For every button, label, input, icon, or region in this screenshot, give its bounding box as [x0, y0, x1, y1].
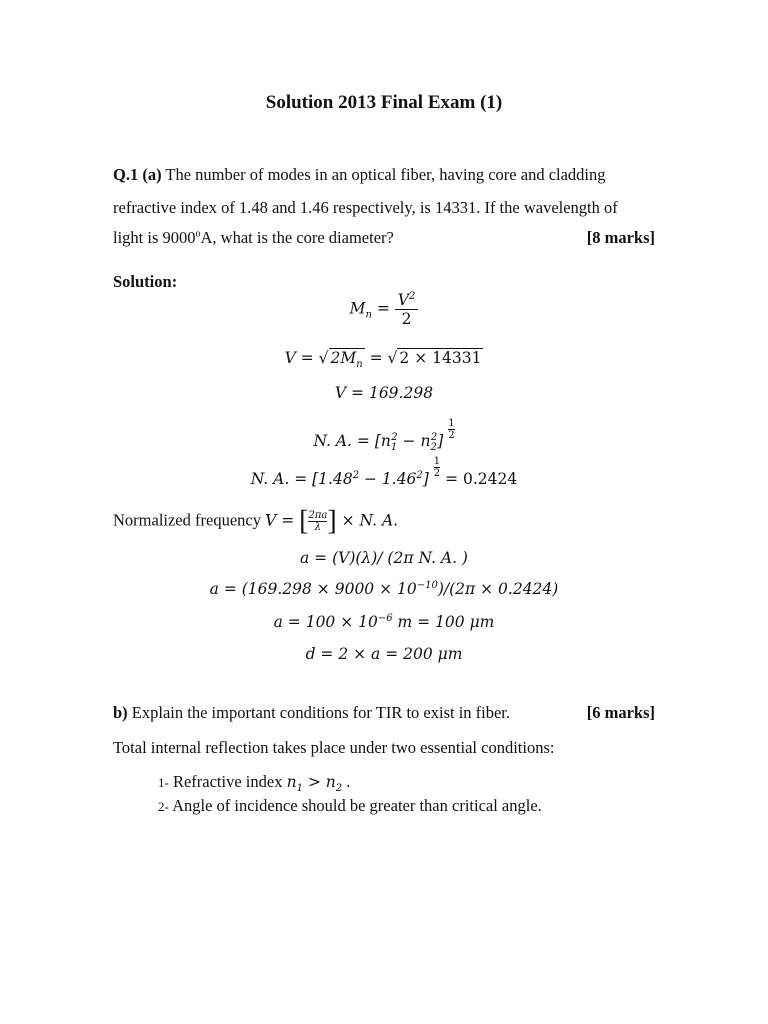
eq-mn-num-sup: 2 — [409, 290, 416, 302]
question-1a-text-1: The number of modes in an optical fiber, having core and cladding — [161, 165, 606, 184]
equation-d-result: d = 2 × a = 200 μm — [305, 645, 463, 663]
question-1a-text-3a: light is 9000 — [113, 228, 196, 247]
question-1b-text: Explain the important conditions for TIR to exist in fiber. — [127, 703, 511, 722]
question-1b-line — [113, 703, 510, 723]
equation-na — [0, 418, 768, 454]
nf-frac-den: λ — [308, 521, 327, 533]
list-item — [158, 796, 542, 816]
eq-mn-numerator: V — [397, 291, 409, 309]
eq-a-res-pre: a = 100 × 10 — [273, 613, 378, 631]
solution-label: Solution: — [113, 272, 178, 291]
question-1a-line-1 — [113, 165, 606, 185]
eq-v-lhs: V = — [284, 349, 319, 367]
eq-na-num-exp-num: 1 — [433, 456, 441, 467]
eq-na-num-exp-den: 2 — [433, 468, 441, 479]
eq-na-sup1: 2 — [391, 431, 398, 443]
condition-1-sub2: 2 — [335, 783, 343, 795]
eq-mn-fraction — [395, 291, 419, 328]
normalized-frequency-line: Normalized frequency V = [ $\frac{2\pi a}{\lambda}$ ] × N. A. — [113, 505, 399, 537]
eq-na-sup2: 2 — [430, 431, 438, 443]
eq-na-num-close: ] — [422, 470, 429, 488]
question-1a-marks: [8 marks] — [586, 228, 655, 247]
nf-frac-num: 2πa — [308, 510, 328, 521]
eq-a-sub-pre: a = (169.298 × 9000 × 10 — [209, 580, 417, 598]
condition-1-op: > n — [302, 773, 336, 791]
degree-superscript: o — [195, 228, 201, 240]
question-1a-line-3 — [113, 228, 394, 248]
nf-tail: × N. A. — [336, 511, 399, 530]
equation-a-result — [0, 613, 768, 631]
eq-na-exp-num: 1 — [448, 418, 455, 429]
eq-a-sub-exp: −10 — [416, 579, 438, 591]
eq-na-num-sup1: 2 — [352, 469, 360, 481]
eq-mn-symbol: M — [349, 299, 366, 318]
equation-v-sqrt: V = √ $2M_n$ = √ 2 × 14331 — [284, 349, 482, 371]
question-1a-text-3b: A, what is the core diameter? — [200, 228, 394, 247]
eq-na-lhs: N. A. = [n — [313, 432, 391, 450]
eq-sqrt-1-body: 2M — [330, 349, 357, 367]
list-item — [158, 772, 351, 795]
eq-na-sub2: 2 — [430, 442, 437, 454]
eq-na-mid: − n — [397, 432, 431, 450]
question-1b-marks: [6 marks] — [586, 703, 655, 722]
list-number: 1- — [158, 775, 169, 790]
eq-na-num-lhs: N. A. = [1.48 — [250, 470, 353, 488]
eq-na-exponent — [448, 418, 454, 441]
condition-2-text: Angle of incidence should be greater than critical angle. — [172, 796, 542, 815]
eq-sqrt-1 — [329, 348, 365, 371]
nf-v: V = — [265, 511, 300, 530]
eq-na-num-result: = 0.2424 — [440, 470, 518, 488]
nf-text: Normalized frequency — [113, 510, 266, 530]
equation-a-formula: a = (V)(λ)/ (2π N. A. ) — [300, 549, 468, 567]
eq-sqrt-1-sub: n — [356, 359, 363, 371]
eq-a-sub-post: )/(2π × 0.2424) — [437, 580, 559, 598]
eq-a-res-exp: −6 — [377, 612, 393, 624]
eq-equals-2: = — [364, 349, 388, 367]
list-number: 2- — [158, 799, 169, 814]
question-1a-line-2: refractive index of 1.48 and 1.46 respectively, is 14331. If the wavelength of — [113, 198, 618, 217]
condition-1-sub1: 1 — [296, 783, 303, 795]
question-1a-label: Q.1 (a) — [113, 165, 162, 184]
equation-na-numeric — [0, 456, 768, 488]
condition-1-text: Refractive index — [172, 772, 287, 791]
eq-sqrt-2: 2 × 14331 — [399, 349, 482, 367]
page-title: Solution 2013 Final Exam (1) — [265, 92, 503, 113]
eq-mn-sub: n — [365, 309, 372, 321]
eq-na-num-mid: − 1.46 — [359, 470, 417, 488]
eq-na-sub1: 1 — [390, 442, 398, 454]
eq-na-exp-den: 2 — [448, 430, 455, 441]
eq-mn-denominator: 2 — [395, 309, 419, 328]
eq-equals: = — [371, 299, 395, 318]
equation-a-substitution — [0, 580, 768, 598]
nf-fraction — [308, 510, 327, 533]
tir-intro: Total internal reflection takes place under two essential conditions: — [113, 738, 555, 757]
question-1b-label: b) — [113, 703, 128, 722]
eq-na-num-sup2: 2 — [416, 469, 423, 481]
condition-1-tail: . — [342, 772, 351, 791]
equation-v-value: V = 169.298 — [334, 384, 434, 402]
equation-modes — [0, 291, 768, 328]
condition-1-n1: n — [286, 773, 297, 791]
eq-a-res-post: m = 100 μm — [392, 613, 495, 631]
eq-na-close: ] — [437, 432, 444, 450]
